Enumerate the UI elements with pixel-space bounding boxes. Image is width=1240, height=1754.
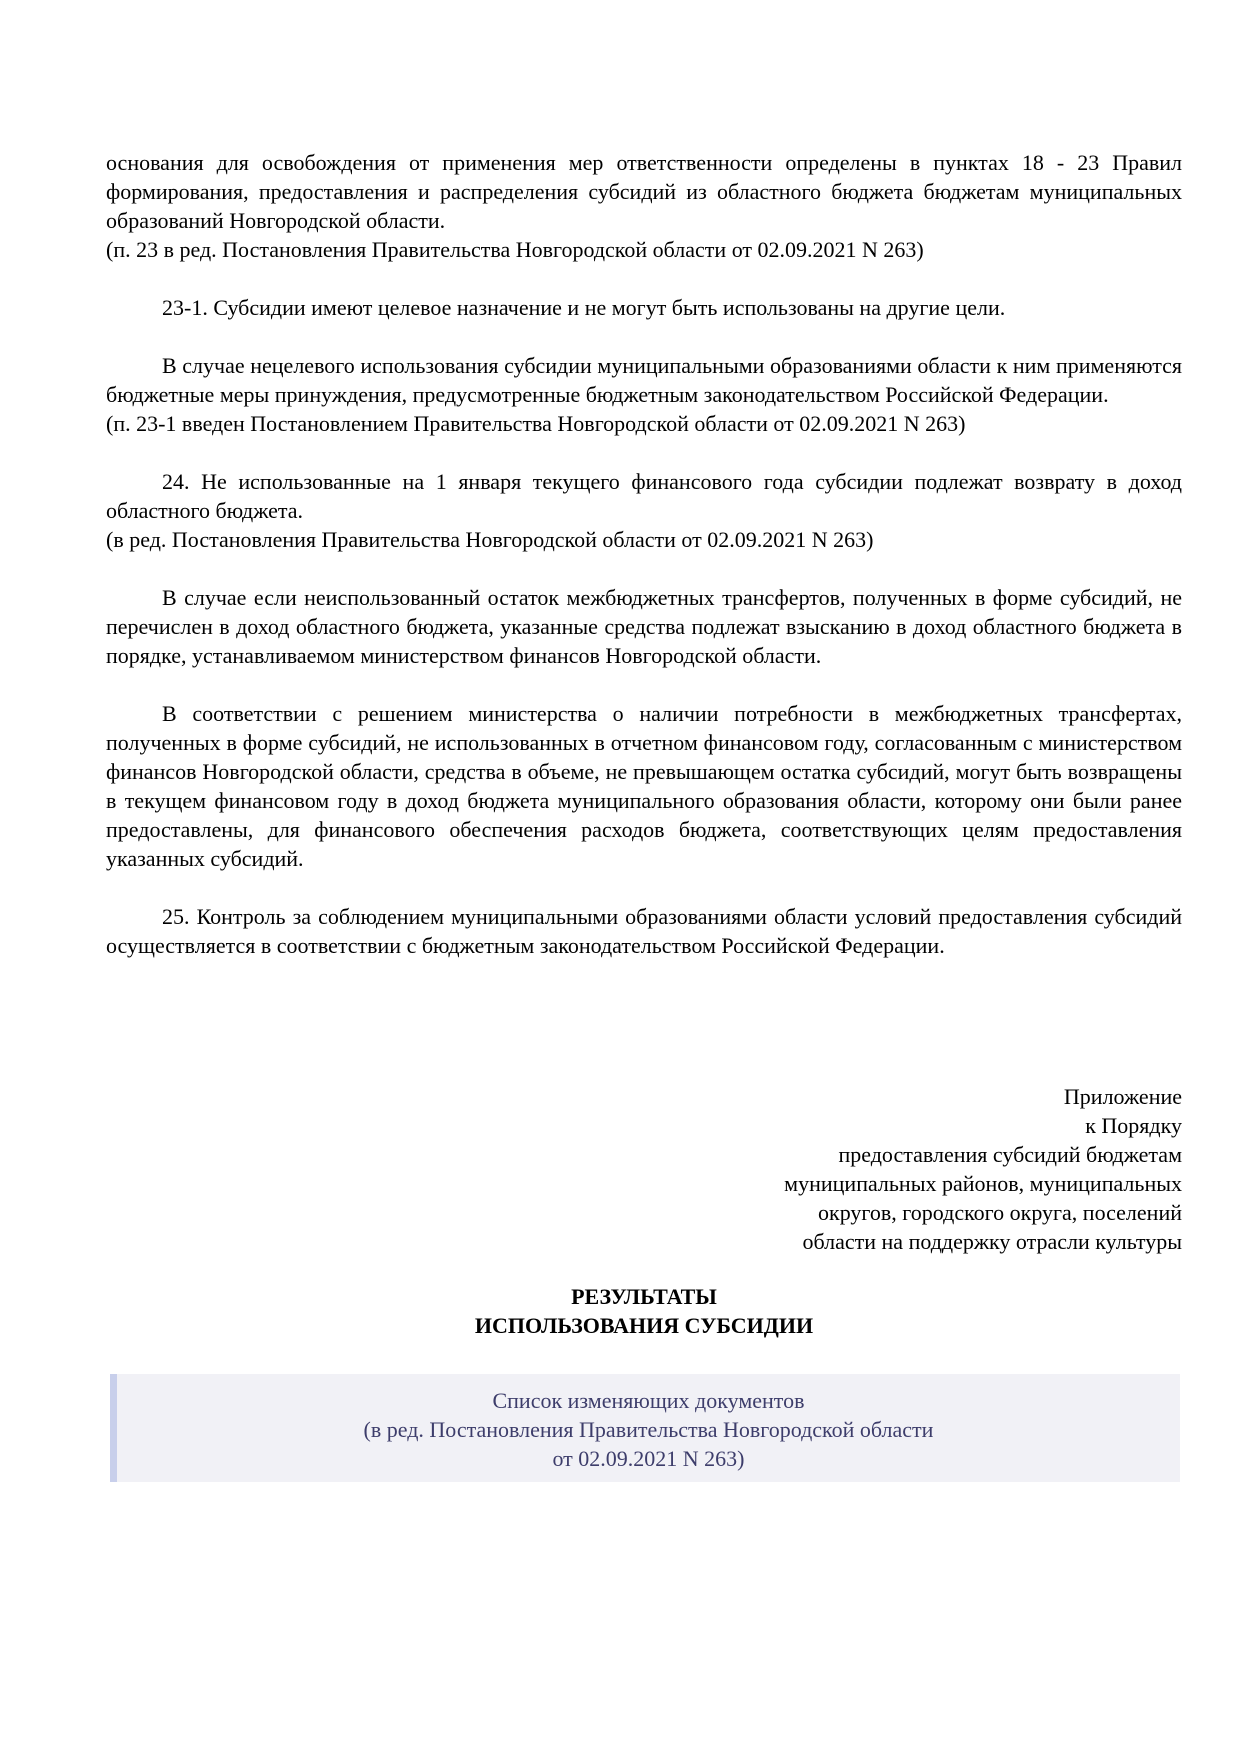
document-title: [106, 1282, 1182, 1340]
amendments-box: [110, 1374, 1180, 1482]
document-title-line: ИСПОЛЬЗОВАНИЯ СУБСИДИИ: [474, 1313, 814, 1338]
appendix-line: Приложение: [1063, 1084, 1182, 1109]
body-paragraph: 24. Не использованные на 1 января текущего финансового года субсидии подлежат возврату в доход областного бюджета.: [106, 469, 1182, 523]
amendment-note: (в ред. Постановления Правительства Новгородской области от 02.09.2021 N 263): [106, 527, 874, 552]
amendments-box-line: от 02.09.2021 N 263): [552, 1446, 745, 1471]
document-title-line: РЕЗУЛЬТАТЫ: [571, 1284, 717, 1309]
body-paragraph: В случае нецелевого использования субсидии муниципальными образованиями области к ним применяются бюджетные меры принуждения, предусмотренные бюджетным законодательством Российской Федерации.: [106, 353, 1182, 407]
body-paragraph: 25. Контроль за соблюдением муниципальными образованиями области условий предоставления субсидий осуществляется в соответствии с бюджетным законодательством Российской Федерации.: [106, 904, 1182, 958]
amendment-note: (п. 23 в ред. Постановления Правительства Новгородской области от 02.09.2021 N 263): [106, 237, 924, 262]
appendix-line: области на поддержку отрасли культуры: [802, 1229, 1182, 1254]
appendix-line: муниципальных районов, муниципальных: [784, 1171, 1182, 1196]
body-paragraph: В соответствии с решением министерства о наличии потребности в межбюджетных трансфертах, полученных в форме субсидий, не использованных в отчетном финансовом году, согласованным с министерством финансов Новгородской области, средства в объеме, не превышающем остатка субсидий, могут быть возвращены в текущем финансовом году в доход бюджета муниципального образования области, которому они были ранее предоставлены, для финансового обеспечения расходов бюджета, соответствующих целям предоставления указанных субсидий.: [106, 701, 1182, 871]
appendix-line: предоставления субсидий бюджетам: [838, 1142, 1182, 1167]
body-paragraph: 23-1. Субсидии имеют целевое назначение и не могут быть использованы на другие цели.: [162, 295, 1006, 320]
document-content: [106, 148, 1182, 1482]
amendments-box-line: (в ред. Постановления Правительства Новгородской области: [363, 1417, 934, 1442]
body-paragraph: В случае если неиспользованный остаток межбюджетных трансфертов, полученных в форме субсидий, не перечислен в доход областного бюджета, указанные средства подлежат взысканию в доход областного бюджета в порядке, устанавливаемом министерством финансов Новгородской области.: [106, 585, 1182, 668]
amendments-box-line: Список изменяющих документов: [492, 1388, 805, 1413]
amendment-note: (п. 23-1 введен Постановлением Правительства Новгородской области от 02.09.2021 N 263): [106, 411, 966, 436]
body-paragraph: основания для освобождения от применения мер ответственности определены в пунктах 18 - 23 Правил формирования, предоставления и распределения субсидий из областного бюджета бюджетам муниципальных образований Новгородской области.: [106, 150, 1182, 233]
appendix-header: [106, 1082, 1182, 1256]
appendix-line: к Порядку: [1085, 1113, 1182, 1138]
appendix-line: округов, городского округа, поселений: [818, 1200, 1182, 1225]
